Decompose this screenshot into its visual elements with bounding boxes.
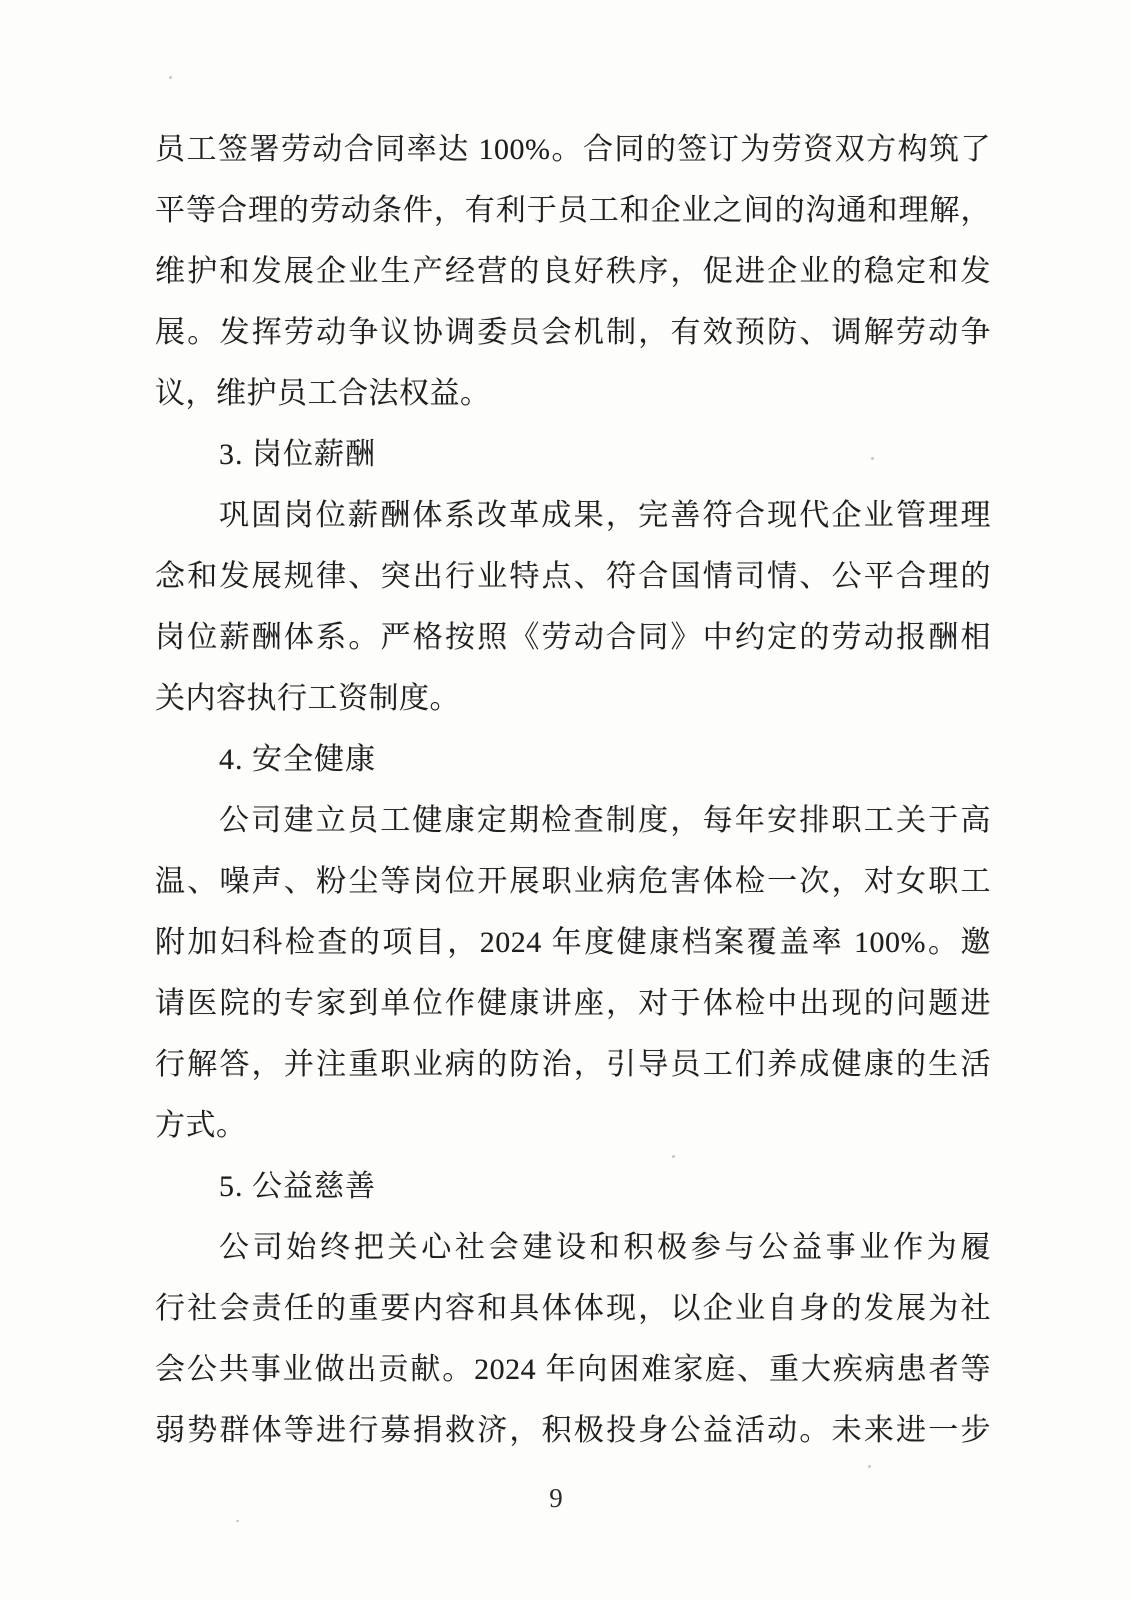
text-line: 公司建立员工健康定期检查制度，每年安排职工关于高: [219, 804, 991, 837]
scan-speck: [169, 76, 172, 79]
text-line: 会公共事业做出贡献。2024 年向困难家庭、重大疾病患者等: [155, 1353, 991, 1386]
text-line: 附加妇科检查的项目，2024 年度健康档案覆盖率 100%。邀: [155, 926, 991, 959]
page-number: 9: [549, 1483, 563, 1513]
text-line: 方式。: [155, 1109, 247, 1142]
text-line: 关内容执行工资制度。: [155, 682, 460, 715]
scan-speck: [236, 1520, 239, 1522]
section-heading: 5. 公益慈善: [219, 1170, 376, 1203]
text-line: 平等合理的劳动条件，有利于员工和企业之间的沟通和理解，: [155, 194, 991, 227]
text-line: 行解答，并注重职业病的防治，引导员工们养成健康的生活: [155, 1048, 991, 1081]
text-line: 岗位薪酬体系。严格按照《劳动合同》中约定的劳动报酬相: [155, 621, 991, 654]
text-line: 温、噪声、粉尘等岗位开展职业病危害体检一次，对女职工: [155, 865, 991, 898]
scan-speck: [868, 1465, 871, 1468]
text-line: 弱势群体等进行募捐救济，积极投身公益活动。未来进一步: [155, 1414, 991, 1447]
text-line: 念和发展规律、突出行业特点、符合国情司情、公平合理的: [155, 560, 991, 593]
section-heading: 3. 岗位薪酬: [219, 438, 376, 471]
section-heading: 4. 安全健康: [219, 743, 376, 776]
scan-speck: [871, 457, 874, 460]
text-line: 巩固岗位薪酬体系改革成果，完善符合现代企业管理理: [219, 499, 991, 532]
text-line: 公司始终把关心社会建设和积极参与公益事业作为履: [219, 1231, 991, 1264]
text-line: 行社会责任的重要内容和具体体现，以企业自身的发展为社: [155, 1292, 991, 1325]
text-line: 展。发挥劳动争议协调委员会机制，有效预防、调解劳动争: [155, 316, 991, 349]
text-line: 议，维护员工合法权益。: [155, 377, 491, 410]
text-line: 请医院的专家到单位作健康讲座，对于体检中出现的问题进: [155, 987, 991, 1020]
scan-speck: [672, 1155, 675, 1158]
text-line: 维护和发展企业生产经营的良好秩序，促进企业的稳定和发: [155, 255, 991, 288]
document-text: [155, 119, 991, 1461]
text-line: 员工签署劳动合同率达 100%。合同的签订为劳资双方构筑了: [155, 133, 991, 166]
